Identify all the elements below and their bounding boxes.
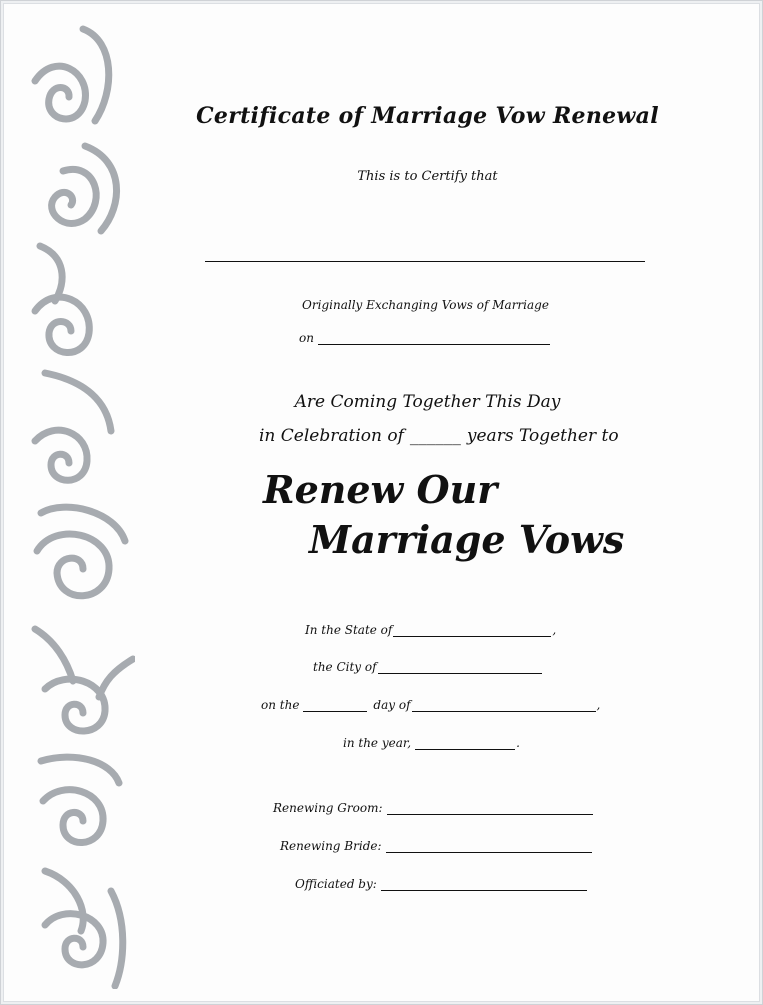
celebration-row	[259, 426, 619, 446]
year-row	[343, 736, 520, 750]
originally-text: Originally Exchanging Vows of Marriage	[302, 298, 549, 312]
celebration-prefix: in Celebration of	[259, 426, 404, 446]
on-the-label: on the	[261, 698, 300, 712]
groom-label: Renewing Groom:	[273, 801, 383, 815]
year-line[interactable]	[415, 737, 515, 750]
date-row	[261, 698, 600, 712]
couple-name-line[interactable]	[205, 261, 645, 262]
certify-text: This is to Certify that	[357, 169, 498, 184]
on-label: on	[299, 331, 314, 345]
coming-together-text: Are Coming Together This Day	[294, 392, 561, 412]
groom-row	[273, 801, 594, 815]
officiant-label: Officiated by:	[295, 877, 377, 891]
day-line[interactable]	[303, 699, 367, 712]
state-label: In the State of	[305, 623, 393, 637]
renew-heading-line1: Renew Our	[263, 467, 498, 512]
day-of-label: day of	[373, 698, 411, 712]
year-end: .	[516, 736, 520, 750]
bride-line[interactable]	[386, 840, 592, 853]
renew-heading-line2: Marriage Vows	[309, 517, 625, 562]
certificate-title: Certificate of Marriage Vow Renewal	[196, 103, 659, 129]
bride-label: Renewing Bride:	[280, 839, 382, 853]
state-row	[305, 623, 556, 637]
city-label: the City of	[313, 660, 377, 674]
groom-line[interactable]	[387, 802, 593, 815]
date-end: ,	[596, 698, 601, 712]
years-blank[interactable]: ______	[409, 426, 461, 446]
city-line[interactable]	[378, 661, 542, 674]
original-date-line[interactable]	[318, 332, 550, 345]
officiant-line[interactable]	[381, 878, 587, 891]
state-line[interactable]	[393, 624, 551, 637]
city-row	[313, 660, 543, 674]
celebration-suffix: years Together to	[466, 426, 619, 446]
state-end: ,	[552, 623, 557, 637]
month-line[interactable]	[412, 699, 596, 712]
officiant-row	[295, 877, 588, 891]
bride-row	[280, 839, 593, 853]
original-date-row	[299, 331, 551, 345]
year-label: in the year,	[343, 736, 412, 750]
swirl-border-decoration	[15, 21, 135, 989]
